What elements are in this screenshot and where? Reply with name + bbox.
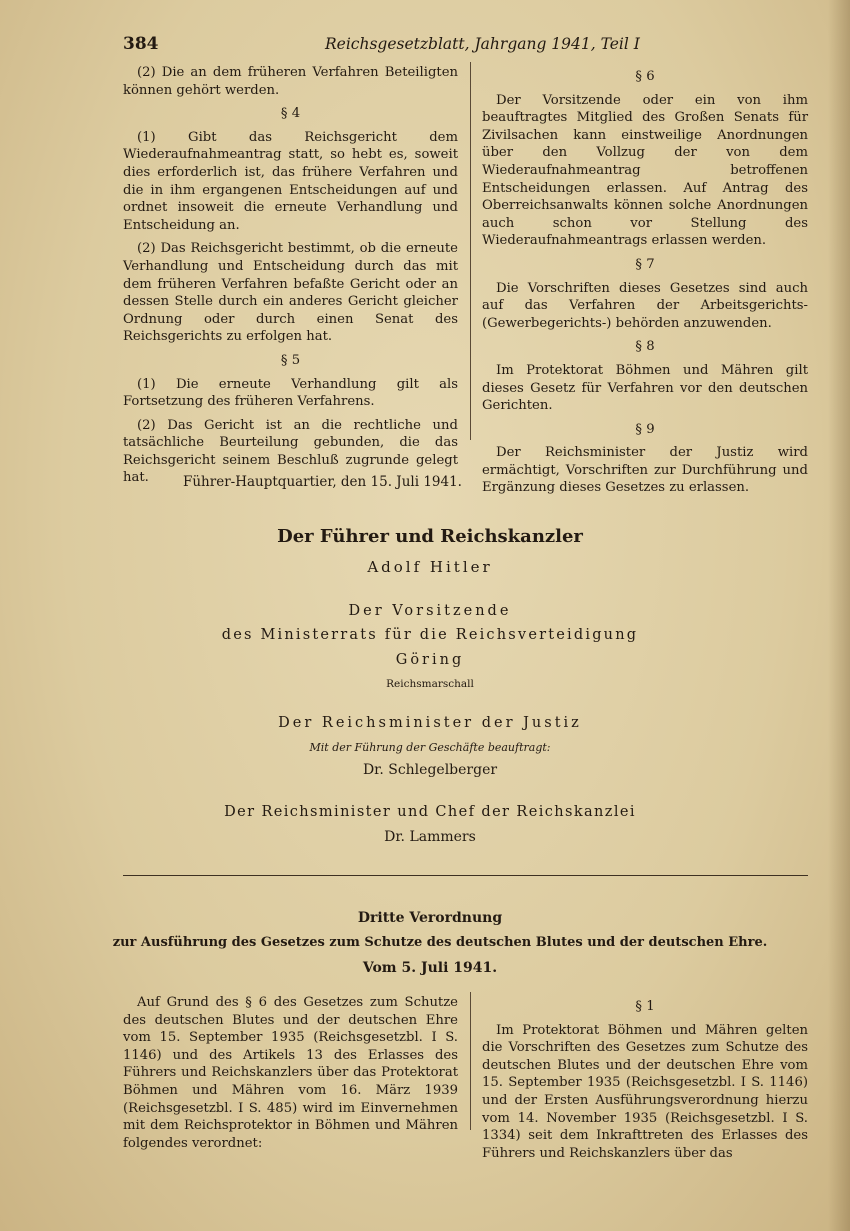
right-column: [482, 64, 808, 503]
paragraph: (1) Die erneute Verhandlung gilt als Fortsetzung des früheren Verfahrens.: [123, 376, 458, 410]
decree-title: Dritte Verordnung: [357, 910, 503, 926]
section-rule: [123, 875, 808, 876]
fuehrer-name: Adolf Hitler: [367, 558, 493, 576]
decree-column-divider: [470, 992, 471, 1130]
section-heading: § 5: [280, 352, 301, 368]
paragraph: Der Reichsminister der Justiz wird ermächtigt, Vorschriften zur Durchführung und Ergänzung dieses Gesetzes zu erlassen.: [482, 445, 808, 496]
decree-section-text: Im Protektorat Böhmen und Mähren gelten die Vorschriften des Gesetzes zum Schutze des deutschen Blutes und der deutschen Ehre vom 15. September 1935 (Reichsgesetzbl. I S. 1146) und der Ersten Ausführungsverordnung hierzu vom 14. November 1935 (Reichsgesetzbl. I S. 1334) seit dem Inkrafttreten des Erlasses des Führers und Reichskanzlers über das: [482, 1022, 808, 1161]
justice-note: Mit der Führung der Geschäfte beauftragt:: [309, 741, 551, 754]
paragraph: Der Vorsitzende oder ein von ihm beauftragtes Mitglied des Großen Senats für Zivilsachen kann einstweilige Anordnungen über den Vollzug der von dem Wiederaufnahmeantrag betroffenen Entscheidungen erlassen. Auf Antrag des Oberreichsanwalts können solche Anordnungen auch schon vor Stellung des Wiederaufnahmeantrags erlassen werden.: [482, 92, 808, 249]
column-divider: [470, 62, 471, 440]
paragraph: (2) Die an dem früheren Verfahren Beteiligten können gehört werden.: [123, 65, 458, 98]
decree-preamble: [123, 994, 458, 1158]
paragraph: (2) Das Gericht ist an die rechtliche und tatsächliche Beurteilung gebunden, die das Reichsgericht seinem Beschluß zugrunde gelegt hat.: [123, 417, 458, 486]
chair-rank: Reichsmarschall: [386, 678, 474, 690]
running-header: Reichsgesetzblatt, Jahrgang 1941, Teil I: [325, 35, 640, 53]
paragraph: Im Protektorat Böhmen und Mähren gilt dieses Gesetz für Verfahren vor den deutschen Gerichten.: [482, 362, 808, 414]
section-heading: § 8: [635, 339, 655, 355]
section-heading: § 6: [635, 69, 655, 84]
decree-date: Vom 5. Juli 1941.: [362, 960, 498, 976]
chair-name: Göring: [395, 652, 465, 668]
chair-title: Der Vorsitzende: [348, 603, 512, 619]
section-heading: § 7: [635, 256, 655, 272]
page-number: 384: [123, 34, 159, 54]
paragraph: (2) Das Reichsgericht bestimmt, ob die erneute Verhandlung und Entscheidung durch das mit dem früheren Verfahren befaßte Gericht oder an dessen Stelle durch ein anderes Gericht gleicher Ordnung oder durch einen Senat des Reichsgerichts zu erfolgen hat.: [123, 241, 458, 345]
justice-name: Dr. Schlegelberger: [362, 762, 498, 778]
justice-title: Der Reichsminister der Justiz: [278, 715, 582, 731]
chancellery-name: Dr. Lammers: [384, 829, 476, 845]
fuehrer-title: Der Führer und Reichskanzler: [277, 526, 583, 547]
place-date: Führer-Hauptquartier, den 15. Juli 1941.: [183, 474, 462, 490]
decree-subtitle: zur Ausführung des Gesetzes zum Schutze des deutschen Blutes und der deutschen Ehre.: [112, 935, 768, 950]
decree-preamble-text: Auf Grund des § 6 des Gesetzes zum Schutze des deutschen Blutes und der deutschen Ehre vom 15. September 1935 (Reichsgesetzbl. I S. 1146) und des Artikels 13 des Erlasses des Führers und Reichskanzlers über das Protektorat Böhmen und Mähren vom 16. März 1939 (Reichsgesetzbl. I S. 485) wird im Einvernehmen mit dem Reichsprotektor in Böhmen und Mähren folgendes verordnet:: [123, 995, 458, 1151]
chair-subtitle: des Ministerrats für die Reichsverteidigung: [221, 627, 639, 643]
paragraph: Die Vorschriften dieses Gesetzes sind auch auf das Verfahren der Arbeitsgerichts- (Gewerbegerichts-) behörden anzuwenden.: [482, 280, 808, 331]
section-heading: § 4: [280, 106, 301, 122]
left-column: [123, 64, 458, 493]
page-edge-shadow: [828, 0, 850, 1231]
section-heading: § 9: [635, 421, 655, 437]
decree-section-1: [482, 994, 808, 1168]
chancellery-title: Der Reichsminister und Chef der Reichskanzlei: [224, 804, 636, 820]
section-heading: § 1: [635, 999, 655, 1014]
paragraph: (1) Gibt das Reichsgericht dem Wiederaufnahmeantrag statt, so hebt es, soweit dies erforderlich ist, das frühere Verfahren und die in ihm ergangenen Entscheidungen auf und ordnet insoweit die erneute Verhandlung und Entscheidung an.: [123, 129, 458, 233]
